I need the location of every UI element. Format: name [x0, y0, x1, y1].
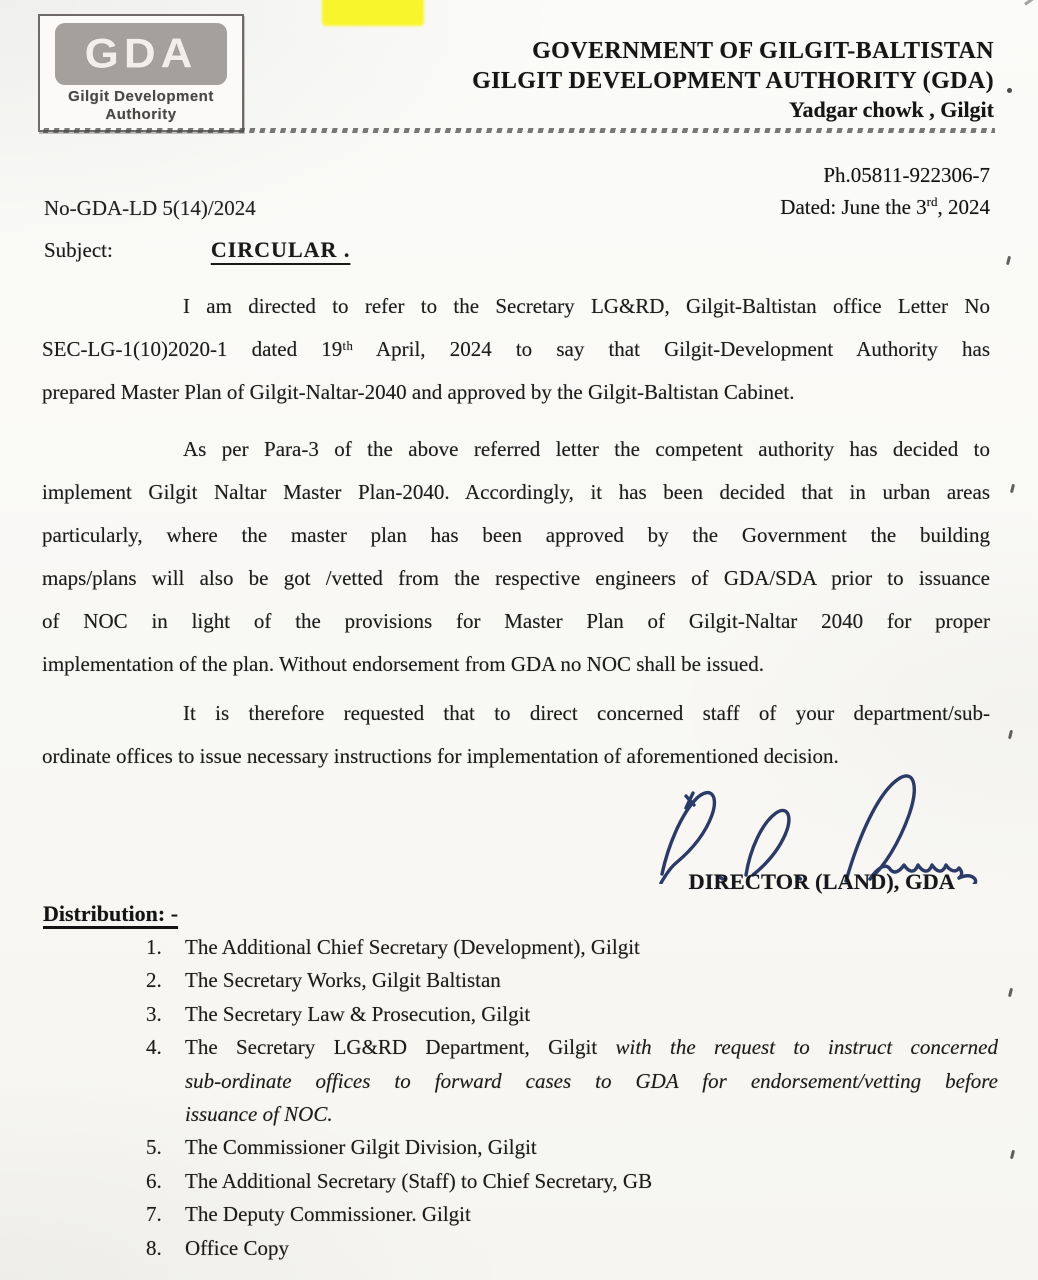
letterhead: [472, 36, 994, 124]
gda-logo: [38, 14, 244, 132]
paragraph-1: [42, 285, 990, 414]
distribution-item-text: The Secretary Works, Gilgit Baltistan: [185, 968, 501, 993]
subject-value: CIRCULAR .: [210, 237, 351, 262]
distribution-item-number: 1.: [146, 935, 162, 959]
signatory-title: DIRECTOR (LAND), GDA: [688, 869, 955, 894]
distribution-item: [146, 964, 998, 997]
body-line: SEC-LG-1(10)2020-1 dated 19ᵗʰ April, 2024 to say that Gilgit-Development Authority has: [42, 337, 990, 361]
reference-number: No-GDA-LD 5(14)/2024: [44, 196, 256, 220]
distribution-heading: Distribution: -: [43, 901, 179, 926]
distribution-item-number: 5.: [146, 1135, 162, 1160]
distribution-item-number: 7.: [146, 1202, 162, 1227]
corner-scan-artifact: [1024, 0, 1034, 6]
distribution-item: [146, 1098, 998, 1131]
distribution-item-text: The Secretary Law & Prosecution, Gilgit: [185, 1001, 531, 1026]
paragraph-3: [42, 692, 990, 778]
scan-artifact-tick: [1010, 484, 1015, 493]
subject-label: Subject:: [44, 238, 113, 262]
subject-line: [44, 237, 350, 263]
distribution-item-number: 3.: [146, 1001, 162, 1026]
body-line: As per Para-3 of the above referred letter the competent authority has decided to: [183, 437, 990, 461]
scan-artifact-tick: [1010, 1150, 1015, 1159]
distribution-item-text: Office Copy: [185, 1235, 290, 1260]
letterhead-authority-line: GILGIT DEVELOPMENT AUTHORITY (GDA): [472, 68, 994, 94]
body-line: implement Gilgit Naltar Master Plan-2040. Accordingly, it has been decided that in urban areas: [42, 480, 990, 504]
date-line: [780, 194, 990, 220]
paragraph-2: [42, 428, 990, 686]
letterhead-address-line: Yadgar chowk , Gilgit: [789, 97, 994, 122]
gda-logo-acronym: GDA: [84, 30, 198, 77]
signature-scribble: [650, 772, 990, 884]
distribution-item-text: The Secretary LG&RD Department, Gilgit: [185, 1035, 616, 1060]
letterhead-divider-squiggle: [42, 128, 995, 133]
body-line: It is therefore requested that to direct concerned staff of your department/sub-: [183, 701, 990, 725]
distribution-item-number: 6.: [146, 1168, 162, 1193]
body-line: of NOC in light of the provisions for Master Plan of Gilgit-Naltar 2040 for proper: [42, 609, 990, 633]
gda-logo-caption-line1: Gilgit Development: [68, 88, 214, 105]
distribution-item: [146, 1165, 998, 1198]
distribution-item: [146, 1031, 998, 1064]
distribution-item: [146, 1065, 998, 1098]
scan-artifact-dot: [1007, 88, 1012, 93]
distribution-item-number: 2.: [146, 968, 162, 993]
distribution-item: [146, 998, 998, 1031]
distribution-list: [146, 931, 998, 1265]
scan-artifact-tick: [1008, 988, 1013, 997]
gda-logo-badge: [55, 23, 227, 85]
gda-logo-caption-line2: Authority: [105, 106, 177, 123]
phone-number: Ph.05811-922306-7: [823, 163, 990, 187]
body-line: particularly, where the master plan has been approved by the Government the building: [42, 523, 990, 547]
distribution-item-number: [146, 1098, 185, 1131]
distribution-item-text: The Deputy Commissioner. Gilgit: [185, 1202, 471, 1227]
distribution-item-italic-text: sub-ordinate offices to forward cases to GDA for endorsement/vetting before: [185, 1068, 998, 1093]
letterhead-government-line: GOVERNMENT OF GILGIT-BALTISTAN: [532, 38, 994, 64]
date-prefix: Dated: June the 3: [780, 195, 927, 219]
scan-artifact-tick: [1006, 256, 1011, 265]
distribution-item-italic-text: with the request to instruct concerned: [615, 1035, 998, 1060]
body-line: implementation of the plan. Without endorsement from GDA no NOC shall be issued.: [42, 652, 764, 676]
distribution-item: [146, 1198, 998, 1231]
distribution-item: [146, 1232, 998, 1265]
yellow-highlighter-mark: [322, 0, 424, 26]
distribution-item: [146, 1131, 998, 1164]
distribution-item-number: 8.: [146, 1235, 162, 1260]
body-line: ordinate offices to issue necessary instructions for implementation of aforementioned decision.: [42, 744, 839, 768]
distribution-item: [146, 931, 998, 964]
body-line: I am directed to refer to the Secretary LG&RD, Gilgit-Baltistan office Letter No: [183, 294, 990, 318]
scan-artifact-tick: [1008, 730, 1013, 739]
distribution-item-number: 4.: [146, 1035, 162, 1060]
distribution-item-text: The Additional Chief Secretary (Development), Gilgit: [185, 935, 640, 959]
distribution-item-text: The Commissioner Gilgit Division, Gilgit: [185, 1135, 537, 1160]
distribution-item-italic-text: issuance of NOC.: [185, 1102, 333, 1127]
date-year: , 2024: [937, 195, 990, 219]
body-line: prepared Master Plan of Gilgit-Naltar-2040 and approved by the Gilgit-Baltistan Cabinet.: [42, 380, 795, 404]
date-ordinal-suffix: rd: [926, 194, 938, 209]
distribution-item-number: [146, 1065, 185, 1098]
body-line: maps/plans will also be got /vetted from the respective engineers of GDA/SDA prior to issuance: [42, 566, 990, 590]
distribution-item-text: The Additional Secretary (Staff) to Chief Secretary, GB: [185, 1168, 653, 1193]
